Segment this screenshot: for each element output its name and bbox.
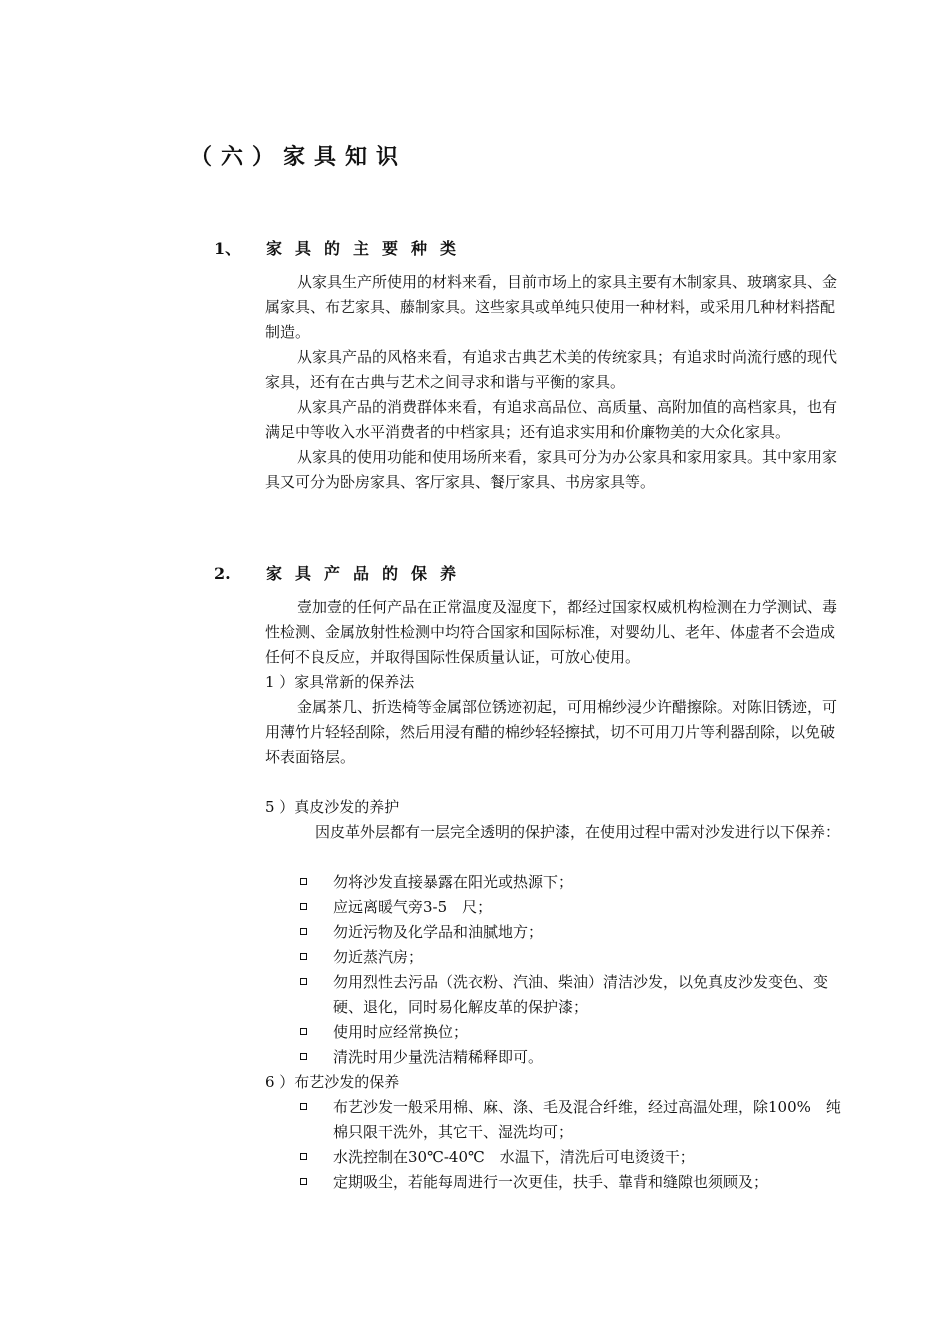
section-2-heading: [214, 561, 469, 584]
section-1-paragraph: 从家具产品的风格来看，有追求古典艺术美的传统家具；有追求时尚流行感的现代家具，还有在古典与艺术之间寻求和谐与平衡的家具。: [265, 348, 838, 391]
checkbox-bullet-icon: [300, 978, 307, 985]
list-item: [298, 895, 843, 920]
list-item-text: 勿近蒸汽房；: [333, 948, 424, 966]
section-1-body: [265, 270, 840, 495]
section-1-paragraph: 从家具的使用功能和使用场所来看，家具可分为办公家具和家用家具。其中家用家具又可分为卧房家具、客厅家具、餐厅家具、书房家具等。: [265, 448, 838, 491]
section-2-title: 家具产品的保养: [266, 564, 470, 583]
list-item: [298, 920, 843, 945]
section-1-title: 家具的主要种类: [266, 239, 470, 258]
list-item: [298, 1095, 843, 1145]
list-item: [298, 1020, 843, 1045]
list-item: [298, 970, 843, 1020]
section-1-paragraph: 从家具生产所使用的材料来看，目前市场上的家具主要有木制家具、玻璃家具、金属家具、布艺家具、藤制家具。这些家具或单纯只使用一种材料，或采用几种材料搭配制造。: [265, 273, 838, 341]
list-item-text: 水洗控制在30℃-40℃ 水温下，清洗后可电烫烫干；: [333, 1148, 695, 1166]
checkbox-bullet-icon: [300, 1178, 307, 1185]
list-item-text: 布艺沙发一般采用棉、麻、涤、毛及混合纤维，经过高温处理，除100% 纯棉只限干洗外，其它干、湿洗均可；: [333, 1098, 841, 1141]
checkbox-bullet-icon: [300, 1103, 307, 1110]
list-item-text: 勿将沙发直接暴露在阳光或热源下；: [333, 873, 574, 891]
page-title: （六）家具知识: [190, 144, 408, 170]
checkbox-bullet-icon: [300, 878, 307, 885]
section-2-number: 2.: [214, 564, 231, 583]
list-item: [298, 1145, 843, 1170]
item-1-text: 金属茶几、折迭椅等金属部位锈迹初起，可用棉纱浸少许醋擦除。对陈旧锈迹，可用薄竹片轻轻刮除，然后用浸有醋的棉纱轻轻擦拭，切不可用刀片等利器刮除，以免破坏表面铬层。: [265, 698, 838, 766]
list-item-text: 清洗时用少量洗洁精稀释即可。: [333, 1048, 544, 1066]
list-item: [298, 1170, 843, 1195]
list-item-text: 定期吸尘，若能每周进行一次更佳，扶手、靠背和缝隙也须顾及；: [333, 1173, 769, 1191]
list-item: [298, 1045, 843, 1070]
item-5-bullet-list: [298, 870, 843, 1070]
checkbox-bullet-icon: [300, 1153, 307, 1160]
list-item-text: 勿用烈性去污品（洗衣粉、汽油、柴油）清洁沙发，以免真皮沙发变色、变硬、退化，同时易化解皮革的保护漆；: [333, 973, 829, 1016]
item-6-title: 6 ）布艺沙发的保养: [265, 1073, 400, 1091]
list-item: [298, 870, 843, 895]
list-item-text: 应远离暖气旁3-5 尺；: [333, 898, 493, 916]
item-5-text: 因皮革外层都有一层完全透明的保护漆，在使用过程中需对沙发进行以下保养：: [315, 823, 841, 841]
item-1-title: 1 ）家具常新的保养法: [265, 673, 415, 691]
checkbox-bullet-icon: [300, 1028, 307, 1035]
section-1-number: 1、: [214, 239, 242, 258]
checkbox-bullet-icon: [300, 928, 307, 935]
list-item-text: 使用时应经常换位；: [333, 1023, 469, 1041]
list-item: [298, 945, 843, 970]
checkbox-bullet-icon: [300, 953, 307, 960]
section-1-paragraph: 从家具产品的消费群体来看，有追求高品位、高质量、高附加值的高档家具，也有满足中等收入水平消费者的中档家具；还有追求实用和价廉物美的大众化家具。: [265, 398, 838, 441]
section-2-intro: 壹加壹的任何产品在正常温度及湿度下，都经过国家权威机构检测在力学测试、毒性检测、金属放射性检测中均符合国家和国际标准，对婴幼儿、老年、体虚者不会造成任何不良反应，并取得国际性保质量认证，可放心使用。: [265, 598, 838, 666]
item-5-title: 5 ）真皮沙发的养护: [265, 798, 400, 816]
section-1-heading: [214, 236, 469, 259]
item-6-bullet-list: [298, 1095, 843, 1195]
checkbox-bullet-icon: [300, 1053, 307, 1060]
list-item-text: 勿近污物及化学品和油腻地方；: [333, 923, 544, 941]
checkbox-bullet-icon: [300, 903, 307, 910]
